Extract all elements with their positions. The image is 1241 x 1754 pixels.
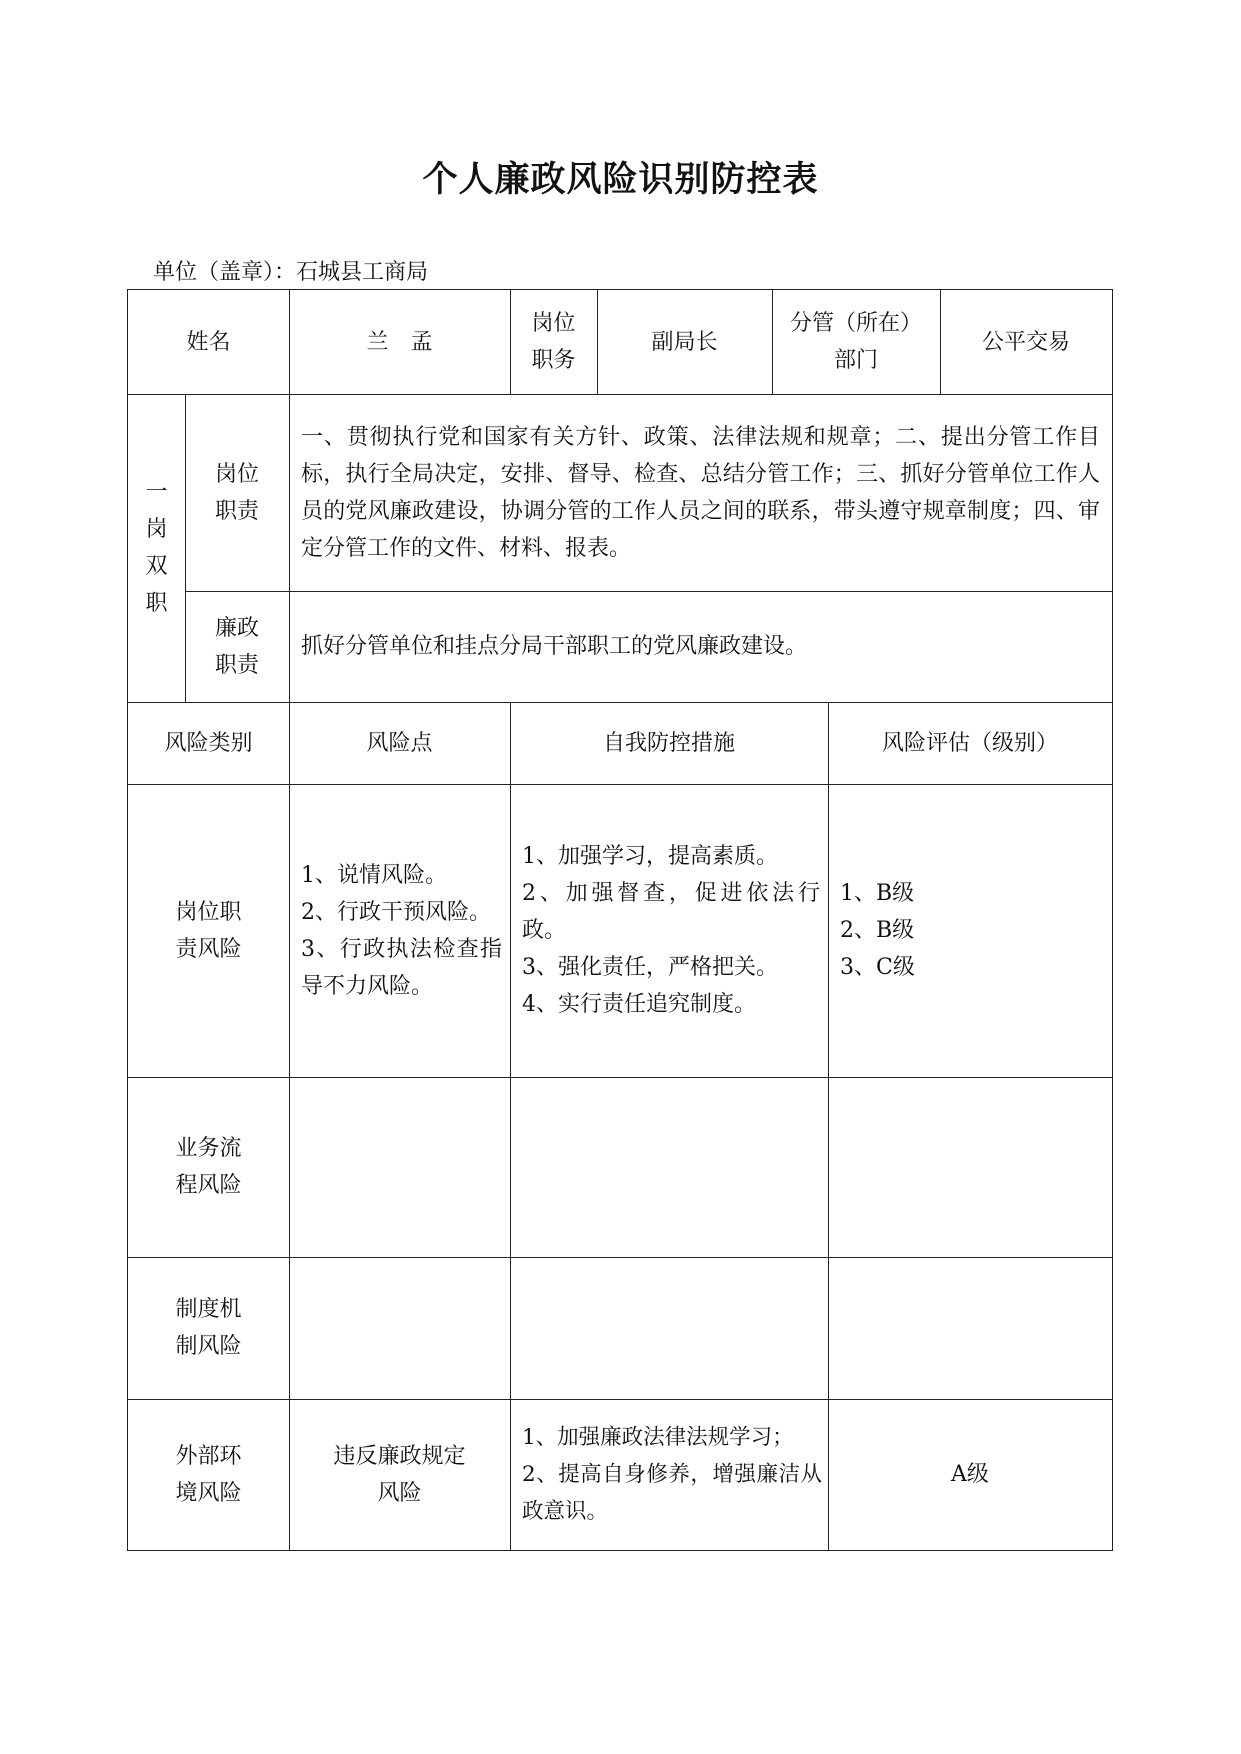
- name-label-cell: [128, 290, 289, 394]
- table-row-category: [128, 784, 289, 1077]
- table-row-level: [828, 784, 1112, 1077]
- table-row-measures: [510, 1399, 828, 1550]
- col-header-points-text: 风险点: [366, 730, 433, 756]
- integrity-duty-text: 抓好分管单位和挂点分局干部职工的党风廉政建设。: [301, 634, 808, 659]
- row1-category: 岗位职 责风险: [175, 899, 242, 962]
- post-duty-label: 岗位 职责: [214, 461, 259, 524]
- dept-label: 分管（所在） 部门: [789, 311, 922, 373]
- table-row-measures: [510, 1077, 828, 1257]
- duty-group-cell: [128, 394, 185, 702]
- name-value: 兰 孟: [366, 329, 433, 355]
- row3-category: 制度机 制风险: [175, 1297, 242, 1359]
- position-value-cell: [597, 290, 772, 394]
- dept-label-cell: [772, 290, 940, 394]
- row4-category: 外部环 境风险: [175, 1443, 242, 1506]
- position-label-cell: [510, 290, 597, 394]
- name-value-cell: [289, 290, 510, 394]
- table-row-level: [828, 1257, 1112, 1399]
- page-title: 个人廉政风险识别防控表: [422, 159, 819, 200]
- integrity-duty-text-cell: [289, 591, 1112, 702]
- risk-form-table: [127, 289, 1113, 1551]
- post-duty-text: 一、贯彻执行党和国家有关方针、政策、法律法规和规章；二、提出分管工作目标，执行全局决定，安排、督导、检查、总结分管工作；三、抓好分管单位工作人员的党风廉政建设，协调分管的工作人员之间的联系，带头遵守规章制度；四、审定分管工作的文件、材料、报表。: [301, 424, 1100, 561]
- row4-level: A级: [951, 1462, 989, 1487]
- table-row-points: [289, 784, 510, 1077]
- name-label: 姓名: [186, 329, 231, 355]
- position-label: 岗位 职务: [531, 311, 576, 373]
- row4-points: 违反廉政规定 风险: [333, 1443, 466, 1506]
- col-header-points: [289, 702, 510, 784]
- row2-category: 业务流 程风险: [175, 1136, 242, 1198]
- row4-measures: 1、加强廉政法律法规学习； 2、提高自身修养，增强廉洁从政意识。: [522, 1425, 822, 1524]
- dept-value: 公平交易: [981, 329, 1070, 355]
- integrity-duty-label: 廉政 职责: [214, 615, 259, 678]
- row1-measures: 1、加强学习，提高素质。 2、加强督查，促进依法行政。 3、强化责任，严格把关。 4、实行责任追究制度。: [522, 844, 820, 1017]
- table-row-level: [828, 1399, 1112, 1550]
- col-header-measures-text: 自我防控措施: [602, 730, 735, 756]
- post-duty-text-cell: [289, 394, 1112, 591]
- position-value: 副局长: [651, 329, 718, 355]
- col-header-level: [828, 702, 1112, 784]
- col-header-level-text: 风险评估（级别）: [881, 730, 1058, 756]
- table-row-points: [289, 1399, 510, 1550]
- col-header-measures: [510, 702, 828, 784]
- row1-points: 1、说情风险。 2、行政干预风险。 3、行政执法检查指导不力风险。: [301, 862, 502, 999]
- table-row-points: [289, 1077, 510, 1257]
- table-row-category: [128, 1399, 289, 1550]
- table-row-category: [128, 1257, 289, 1399]
- unit-line: 单位（盖章）：石城县工商局: [153, 260, 429, 285]
- col-header-category: [128, 702, 289, 784]
- integrity-duty-label-cell: [185, 591, 289, 702]
- table-row-measures: [510, 784, 828, 1077]
- dept-value-cell: [940, 290, 1112, 394]
- row1-level: 1、B级 2、B级 3、C级: [840, 881, 915, 980]
- col-header-category-text: 风险类别: [164, 730, 253, 756]
- table-row-points: [289, 1257, 510, 1399]
- table-row-level: [828, 1077, 1112, 1257]
- table-row-measures: [510, 1257, 828, 1399]
- post-duty-label-cell: [185, 394, 289, 591]
- table-row-category: [128, 1077, 289, 1257]
- duty-group-label: 一 岗 双 职: [145, 480, 168, 616]
